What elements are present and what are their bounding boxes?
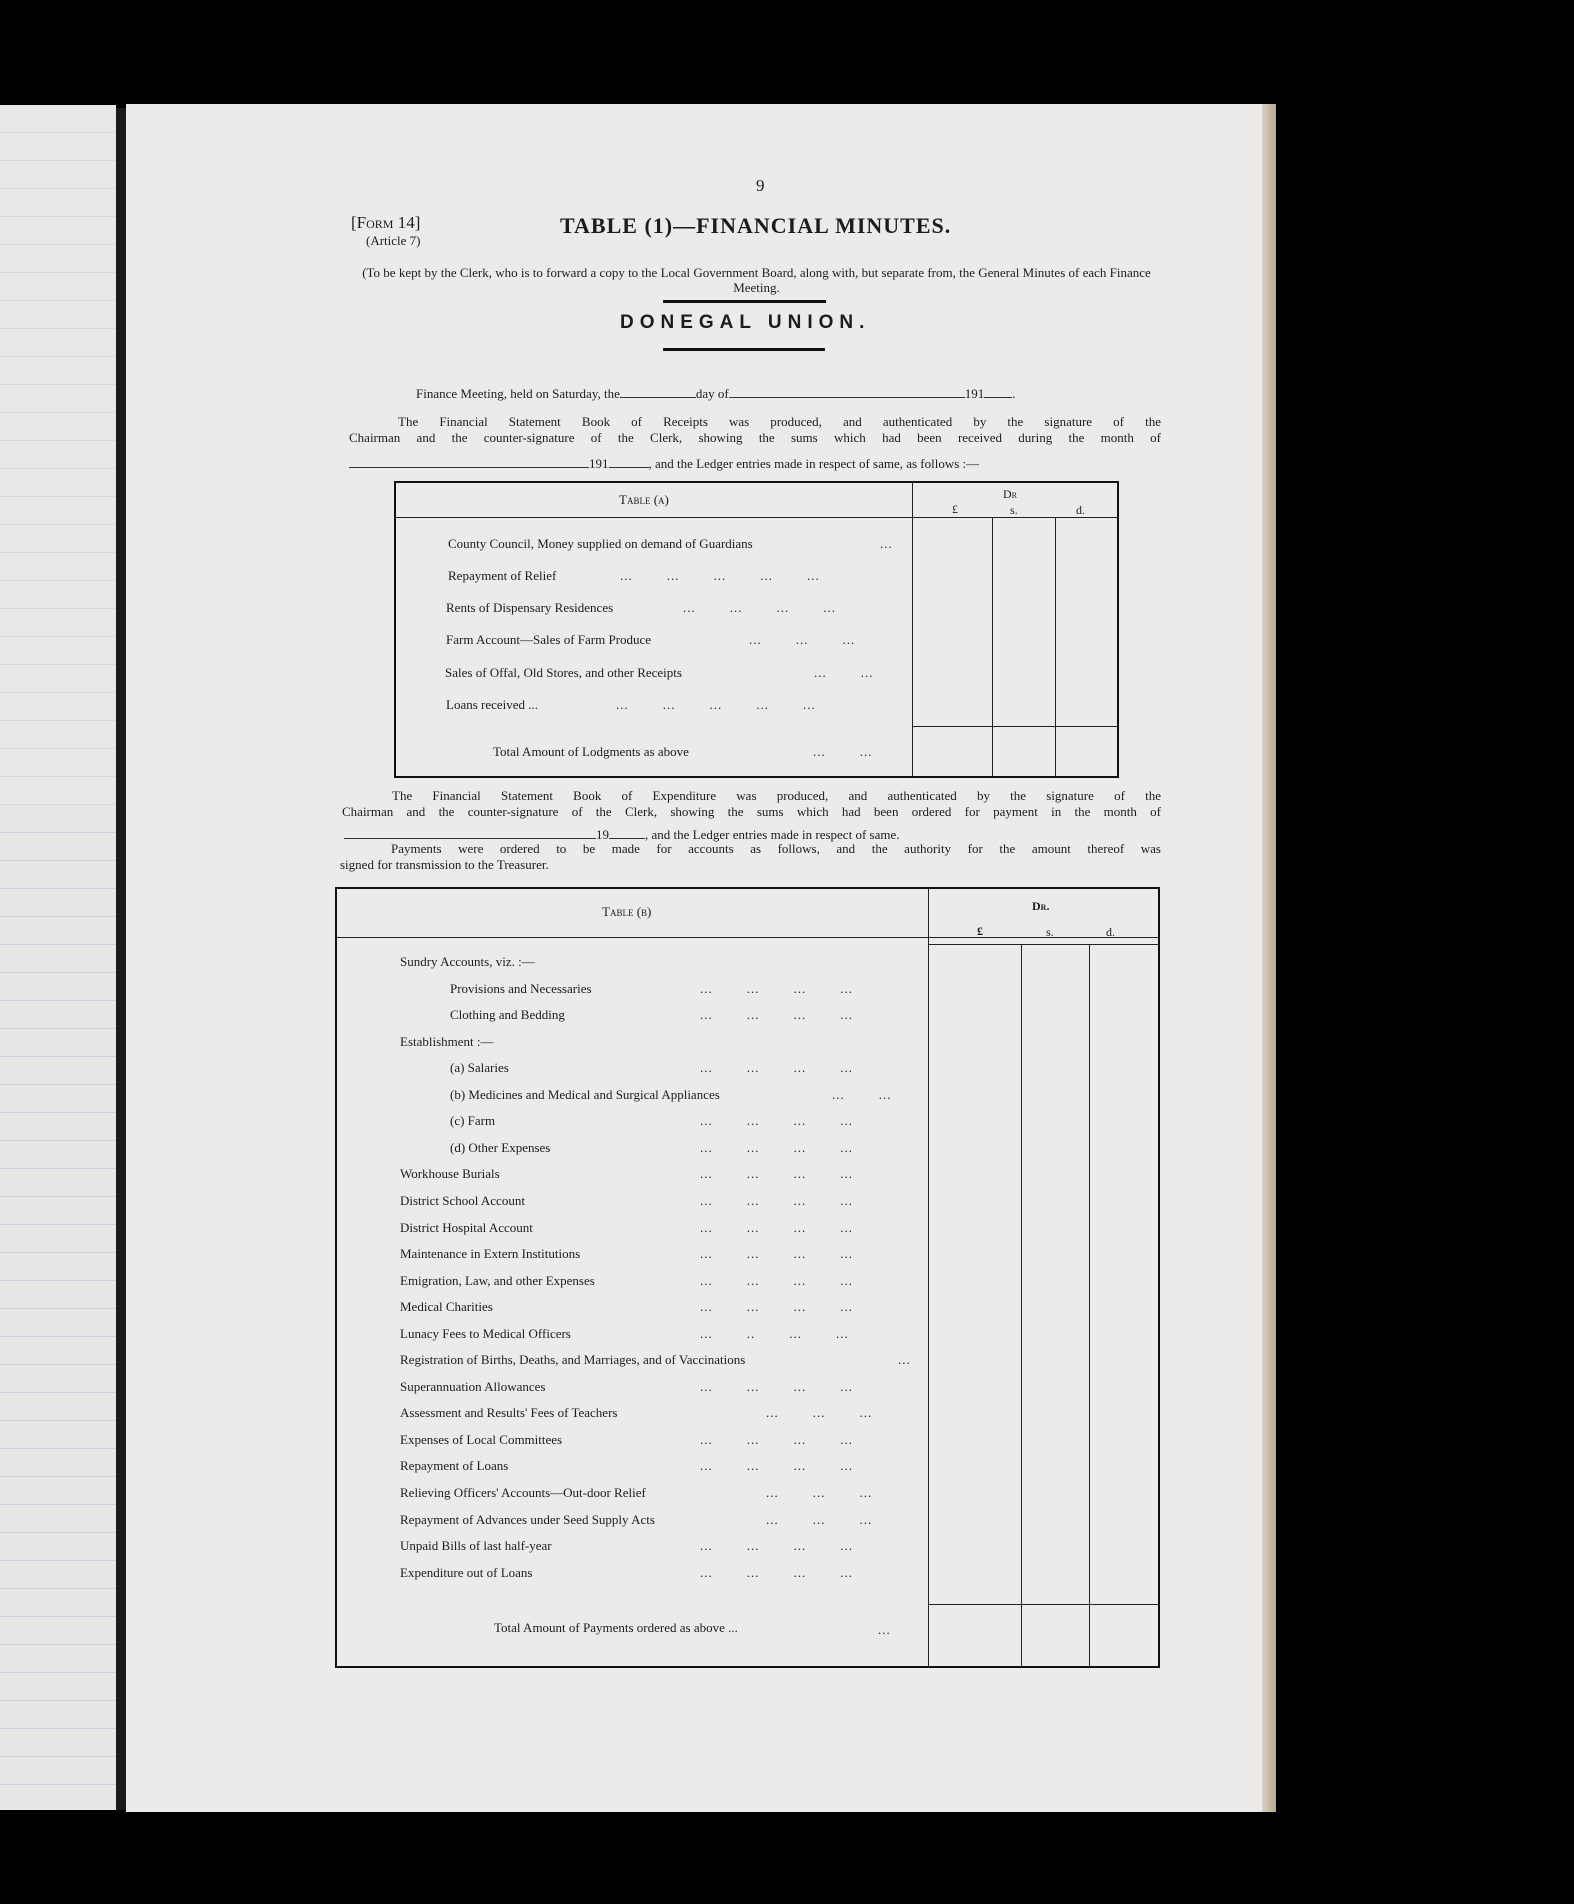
table-a-row-dots: ... ... ... <box>749 632 856 647</box>
table-b-col-shillings: s. <box>1046 925 1054 939</box>
meeting-end: . <box>1012 386 1016 401</box>
page-number: 9 <box>756 176 765 195</box>
expenditure-line-1: The Financial Statement Book of Expenditure was produced, and authenticated by the signature of the <box>392 788 1161 803</box>
table-a-dr: Dr <box>1003 487 1018 501</box>
table-b-row-label: Establishment :— <box>400 1034 494 1049</box>
table-b-caption: Table (b) <box>602 904 652 919</box>
table-b-row-label: (a) Salaries <box>450 1060 509 1075</box>
table-b-row-label: Emigration, Law, and other Expenses <box>400 1273 595 1288</box>
book-binding <box>116 108 126 1810</box>
table-b-row-dots: ... ... ... <box>766 1485 873 1500</box>
table-a-col-shillings: s. <box>1010 503 1018 517</box>
table-b-total-dots: ... <box>878 1622 891 1637</box>
table-a-divider <box>912 483 913 776</box>
table-a-row-dots: ... ... <box>814 665 874 680</box>
table-b-row-label: Expenditure out of Loans <box>400 1565 533 1580</box>
table-b-row-label: Provisions and Necessaries <box>450 981 592 996</box>
table-b-row-label: District School Account <box>400 1193 525 1208</box>
receipts-rest: , and the Ledger entries made in respect of same, as follows :— <box>648 456 980 471</box>
table-b-row-dots: ... ... ... ... <box>700 1299 853 1314</box>
table-b-col-line <box>1089 944 1090 1666</box>
table-a-total-dots: ... ... <box>813 744 873 759</box>
table-b-col-pounds: £ <box>977 924 983 938</box>
table-b-row-dots: ... ... ... ... <box>700 1432 853 1447</box>
table-b-col-pence: d. <box>1106 925 1115 939</box>
table-b-row-label: Maintenance in Extern Institutions <box>400 1246 581 1261</box>
month-blank[interactable] <box>729 386 965 398</box>
table-a-col-line <box>1055 517 1056 776</box>
table-b-row-dots: ... ... ... ... <box>700 1220 853 1235</box>
expenditure-month-blank[interactable] <box>344 827 596 839</box>
table-a-row-label: Sales of Offal, Old Stores, and other Receipts <box>445 665 682 680</box>
table-b-row-dots: ... ... ... ... <box>700 1140 853 1155</box>
article-label: (Article 7) <box>366 233 421 248</box>
table-b-row-dots: ... ... ... ... <box>700 1060 853 1075</box>
receipts-line-2: Chairman and the counter-signature of the Clerk, showing the sums which had been received during the month of <box>349 430 1161 445</box>
instruction-text: (To be kept by the Clerk, who is to forward a copy to the Local Government Board, along with, but separate from, the General Minutes of each Finance Meeting. <box>362 265 1151 295</box>
table-b-row-dots: ... ... ... ... <box>700 981 853 996</box>
table-b-dr: Dr. <box>1032 899 1050 913</box>
table-b-row-label: Relieving Officers' Accounts—Out-door Relief <box>400 1485 646 1500</box>
table-a <box>394 481 1119 778</box>
title-rule-top <box>663 300 826 303</box>
meeting-year: 191 <box>964 386 985 401</box>
left-page <box>0 105 116 1810</box>
table-b-total-rule <box>928 1604 1158 1605</box>
table-a-row-label: County Council, Money supplied on demand of Guardians <box>448 536 753 551</box>
table-b-row-dots: ... ... ... ... <box>700 1538 853 1553</box>
table-b-row-label: Assessment and Results' Fees of Teachers <box>400 1405 618 1420</box>
table-a-col-pounds: £ <box>952 502 958 516</box>
table-b-col-line <box>1021 944 1022 1666</box>
table-b-row-label: Unpaid Bills of last half-year <box>400 1538 552 1553</box>
table-a-row-dots: ... ... ... ... ... <box>616 697 816 712</box>
table-b-row-dots: ... ... ... ... <box>700 1113 853 1128</box>
union-name: DONEGAL UNION. <box>620 312 871 333</box>
expenditure-year-blank[interactable] <box>609 827 645 839</box>
table-a-row-dots: ... ... ... ... ... <box>620 568 820 583</box>
year-blank[interactable] <box>984 386 1012 398</box>
expenditure-year: 19 <box>596 827 609 842</box>
table-b-divider <box>928 889 929 1666</box>
table-b-row-label: Expenses of Local Committees <box>400 1432 563 1447</box>
receipts-line-1: The Financial Statement Book of Receipts was produced, and authenticated by the signature of the <box>398 414 1161 429</box>
receipts-month-blank[interactable] <box>349 456 589 468</box>
table-b-row-dots: ... ... ... ... <box>700 1166 853 1181</box>
table-b-row-label: District Hospital Account <box>400 1220 533 1235</box>
table-a-row-dots: ... ... ... ... <box>683 600 836 615</box>
form-label: [Form 14] <box>351 213 421 232</box>
table-b-row-label: Lunacy Fees to Medical Officers <box>400 1326 571 1341</box>
table-b-row-label: Workhouse Burials <box>400 1166 500 1181</box>
table-b-row-label: Superannuation Allowances <box>400 1379 546 1394</box>
table-b-row-dots: ... ... <box>832 1087 892 1102</box>
expenditure-rest: , and the Ledger entries made in respect of same. <box>645 827 900 842</box>
table-b-row-dots: ... ... ... <box>766 1512 873 1527</box>
table-b-header-rule <box>337 937 1158 938</box>
table-b-total-label: Total Amount of Payments ordered as above ... <box>494 1620 738 1635</box>
day-blank[interactable] <box>620 386 696 398</box>
table-b-row-label: Clothing and Bedding <box>450 1007 565 1022</box>
page-edge <box>1262 104 1276 1812</box>
table-a-row-label: Rents of Dispensary Residences <box>446 600 614 615</box>
expenditure-line-5: signed for transmission to the Treasurer. <box>340 857 549 872</box>
table-b-row-dots: ... ... ... ... <box>700 1565 853 1580</box>
table-a-col-pence: d. <box>1076 503 1085 517</box>
table-b-row-label: (d) Other Expenses <box>450 1140 551 1155</box>
table-b-row-dots: ... ... ... ... <box>700 1458 853 1473</box>
table-b-row-dots: ... ... ... ... <box>700 1273 853 1288</box>
page-title: TABLE (1)—FINANCIAL MINUTES. <box>560 213 952 238</box>
table-b-row-label: (c) Farm <box>450 1113 496 1128</box>
title-rule-bottom <box>663 348 825 351</box>
meeting-day-of: day of <box>695 386 729 401</box>
receipts-year-blank[interactable] <box>609 456 649 468</box>
table-a-caption: Table (a) <box>619 492 669 507</box>
table-b-row-dots: ... ... ... ... <box>700 1246 853 1261</box>
table-b-row-label: Registration of Births, Deaths, and Marriages, and of Vaccinations <box>400 1352 746 1367</box>
meeting-prefix: Finance Meeting, held on Saturday, the <box>416 386 620 401</box>
table-b-row-dots: ... ... ... ... <box>700 1193 853 1208</box>
table-a-row-label: Farm Account—Sales of Farm Produce <box>446 632 652 647</box>
receipts-year: 191 <box>589 456 609 471</box>
table-a-col-line <box>992 517 993 776</box>
table-b-row-dots: ... .. ... ... <box>700 1326 849 1341</box>
receipts-line-3 <box>349 456 979 472</box>
table-b-row-dots: ... ... ... ... <box>700 1007 853 1022</box>
table-b-col-rule <box>928 944 1158 945</box>
table-b-row-label: (b) Medicines and Medical and Surgical Appliances <box>450 1087 720 1102</box>
table-b-row-label: Repayment of Loans <box>400 1458 509 1473</box>
table-b-row-label: Repayment of Advances under Seed Supply Acts <box>400 1512 655 1527</box>
table-a-total-label: Total Amount of Lodgments as above <box>493 744 689 759</box>
table-a-header-rule <box>396 517 1117 518</box>
table-b-row-label: Sundry Accounts, viz. :— <box>400 954 535 969</box>
table-a-row-label: Loans received ... <box>446 697 539 712</box>
table-b-row-label: Medical Charities <box>400 1299 493 1314</box>
expenditure-line-4: Payments were ordered to be made for accounts as follows, and the authority for the amount thereof was <box>391 841 1161 856</box>
table-b-row-dots: ... ... ... ... <box>700 1379 853 1394</box>
meeting-line <box>416 386 1015 402</box>
expenditure-line-2: Chairman and the counter-signature of the Clerk, showing the sums which had been ordered for payment in the month of <box>342 804 1161 819</box>
table-a-row-label: Repayment of Relief <box>448 568 557 583</box>
table-b-row-dots: ... ... ... <box>766 1405 873 1420</box>
table-a-total-rule <box>912 726 1117 727</box>
table-b-row-dots: ... <box>898 1352 911 1367</box>
table-a-row-dots: ... <box>880 536 893 551</box>
